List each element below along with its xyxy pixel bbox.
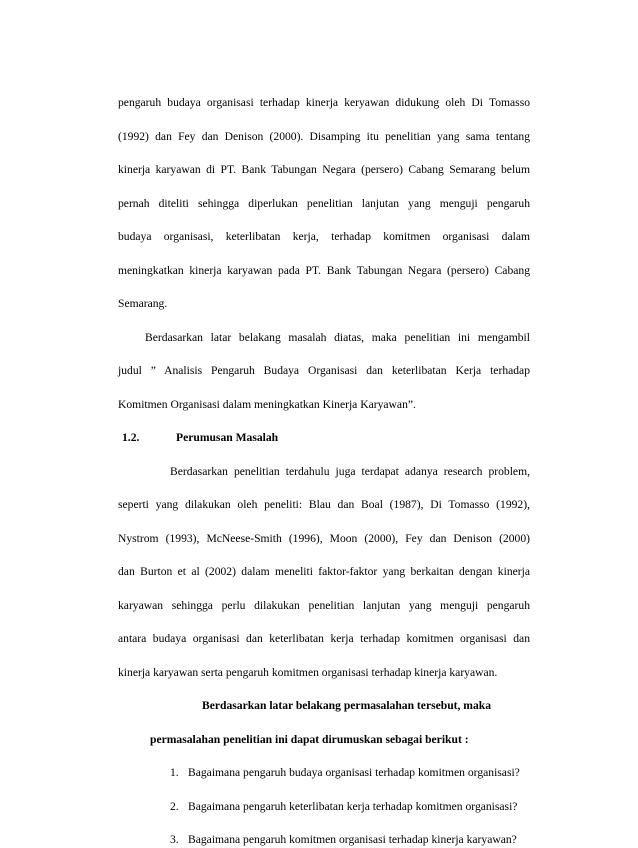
paragraph-line: Berdasarkan latar belakang masalah diatas, maka penelitian ini mengambil: [145, 331, 530, 344]
paragraph-line: pernah diteliti sehingga diperlukan penelitian lanjutan yang menguji pengaruh: [118, 197, 530, 210]
paragraph-line: kinerja karyawan di PT. Bank Tabungan Negara (persero) Cabang Semarang belum: [118, 163, 530, 176]
paragraph-line: Berdasarkan penelitian terdahulu juga terdapat adanya research problem,: [170, 465, 530, 478]
list-item-number: 3.: [170, 833, 179, 846]
paragraph-line: meningkatkan kinerja karyawan pada PT. Bank Tabungan Negara (persero) Cabang: [118, 264, 530, 277]
list-item: Bagaimana pengaruh budaya organisasi terhadap komitmen organisasi?: [188, 766, 520, 779]
paragraph-line: karyawan sehingga perlu dilakukan penelitian lanjutan yang menguji pengaruh: [118, 599, 530, 612]
paragraph-line: Komitmen Organisasi dalam meningkatkan Kinerja Karyawan”.: [118, 398, 416, 411]
section-number: 1.2.: [122, 431, 140, 444]
paragraph-line: judul ” Analisis Pengaruh Budaya Organisasi dan keterlibatan Kerja terhadap: [118, 364, 530, 377]
paragraph-line: Semarang.: [118, 297, 168, 310]
paragraph-line: antara budaya organisasi dan keterlibatan kerja terhadap komitmen organisasi dan: [118, 632, 530, 645]
paragraph-line: kinerja karyawan serta pengaruh komitmen organisasi terhadap kinerja karyawan.: [118, 666, 498, 679]
paragraph-line: pengaruh budaya organisasi terhadap kinerja keryawan didukung oleh Di Tomasso: [118, 96, 530, 109]
bold-paragraph-line: permasalahan penelitian ini dapat dirumuskan sebagai berikut :: [150, 733, 469, 746]
list-item-number: 1.: [170, 766, 179, 779]
paragraph-line: Nystrom (1993), McNeese-Smith (1996), Moon (2000), Fey dan Denison (2000): [118, 532, 530, 545]
list-item-number: 2.: [170, 800, 179, 813]
section-title: Perumusan Masalah: [176, 431, 279, 444]
bold-paragraph-line: Berdasarkan latar belakang permasalahan tersebut, maka: [202, 699, 492, 712]
list-item: Bagaimana pengaruh keterlibatan kerja terhadap komitmen organisasi?: [188, 800, 518, 813]
paragraph-line: dan Burton et al (2002) dalam meneliti faktor-faktor yang berkaitan dengan kinerja: [118, 565, 530, 578]
paragraph-line: seperti yang dilakukan oleh peneliti: Blau dan Boal (1987), Di Tomasso (1992),: [118, 498, 530, 511]
paragraph-line: (1992) dan Fey dan Denison (2000). Disamping itu penelitian yang sama tentang: [118, 130, 530, 143]
list-item: Bagaimana pengaruh komitmen organisasi terhadap kinerja karyawan?: [188, 833, 517, 846]
paragraph-line: budaya organisasi, keterlibatan kerja, terhadap komitmen organisasi dalam: [118, 230, 530, 243]
